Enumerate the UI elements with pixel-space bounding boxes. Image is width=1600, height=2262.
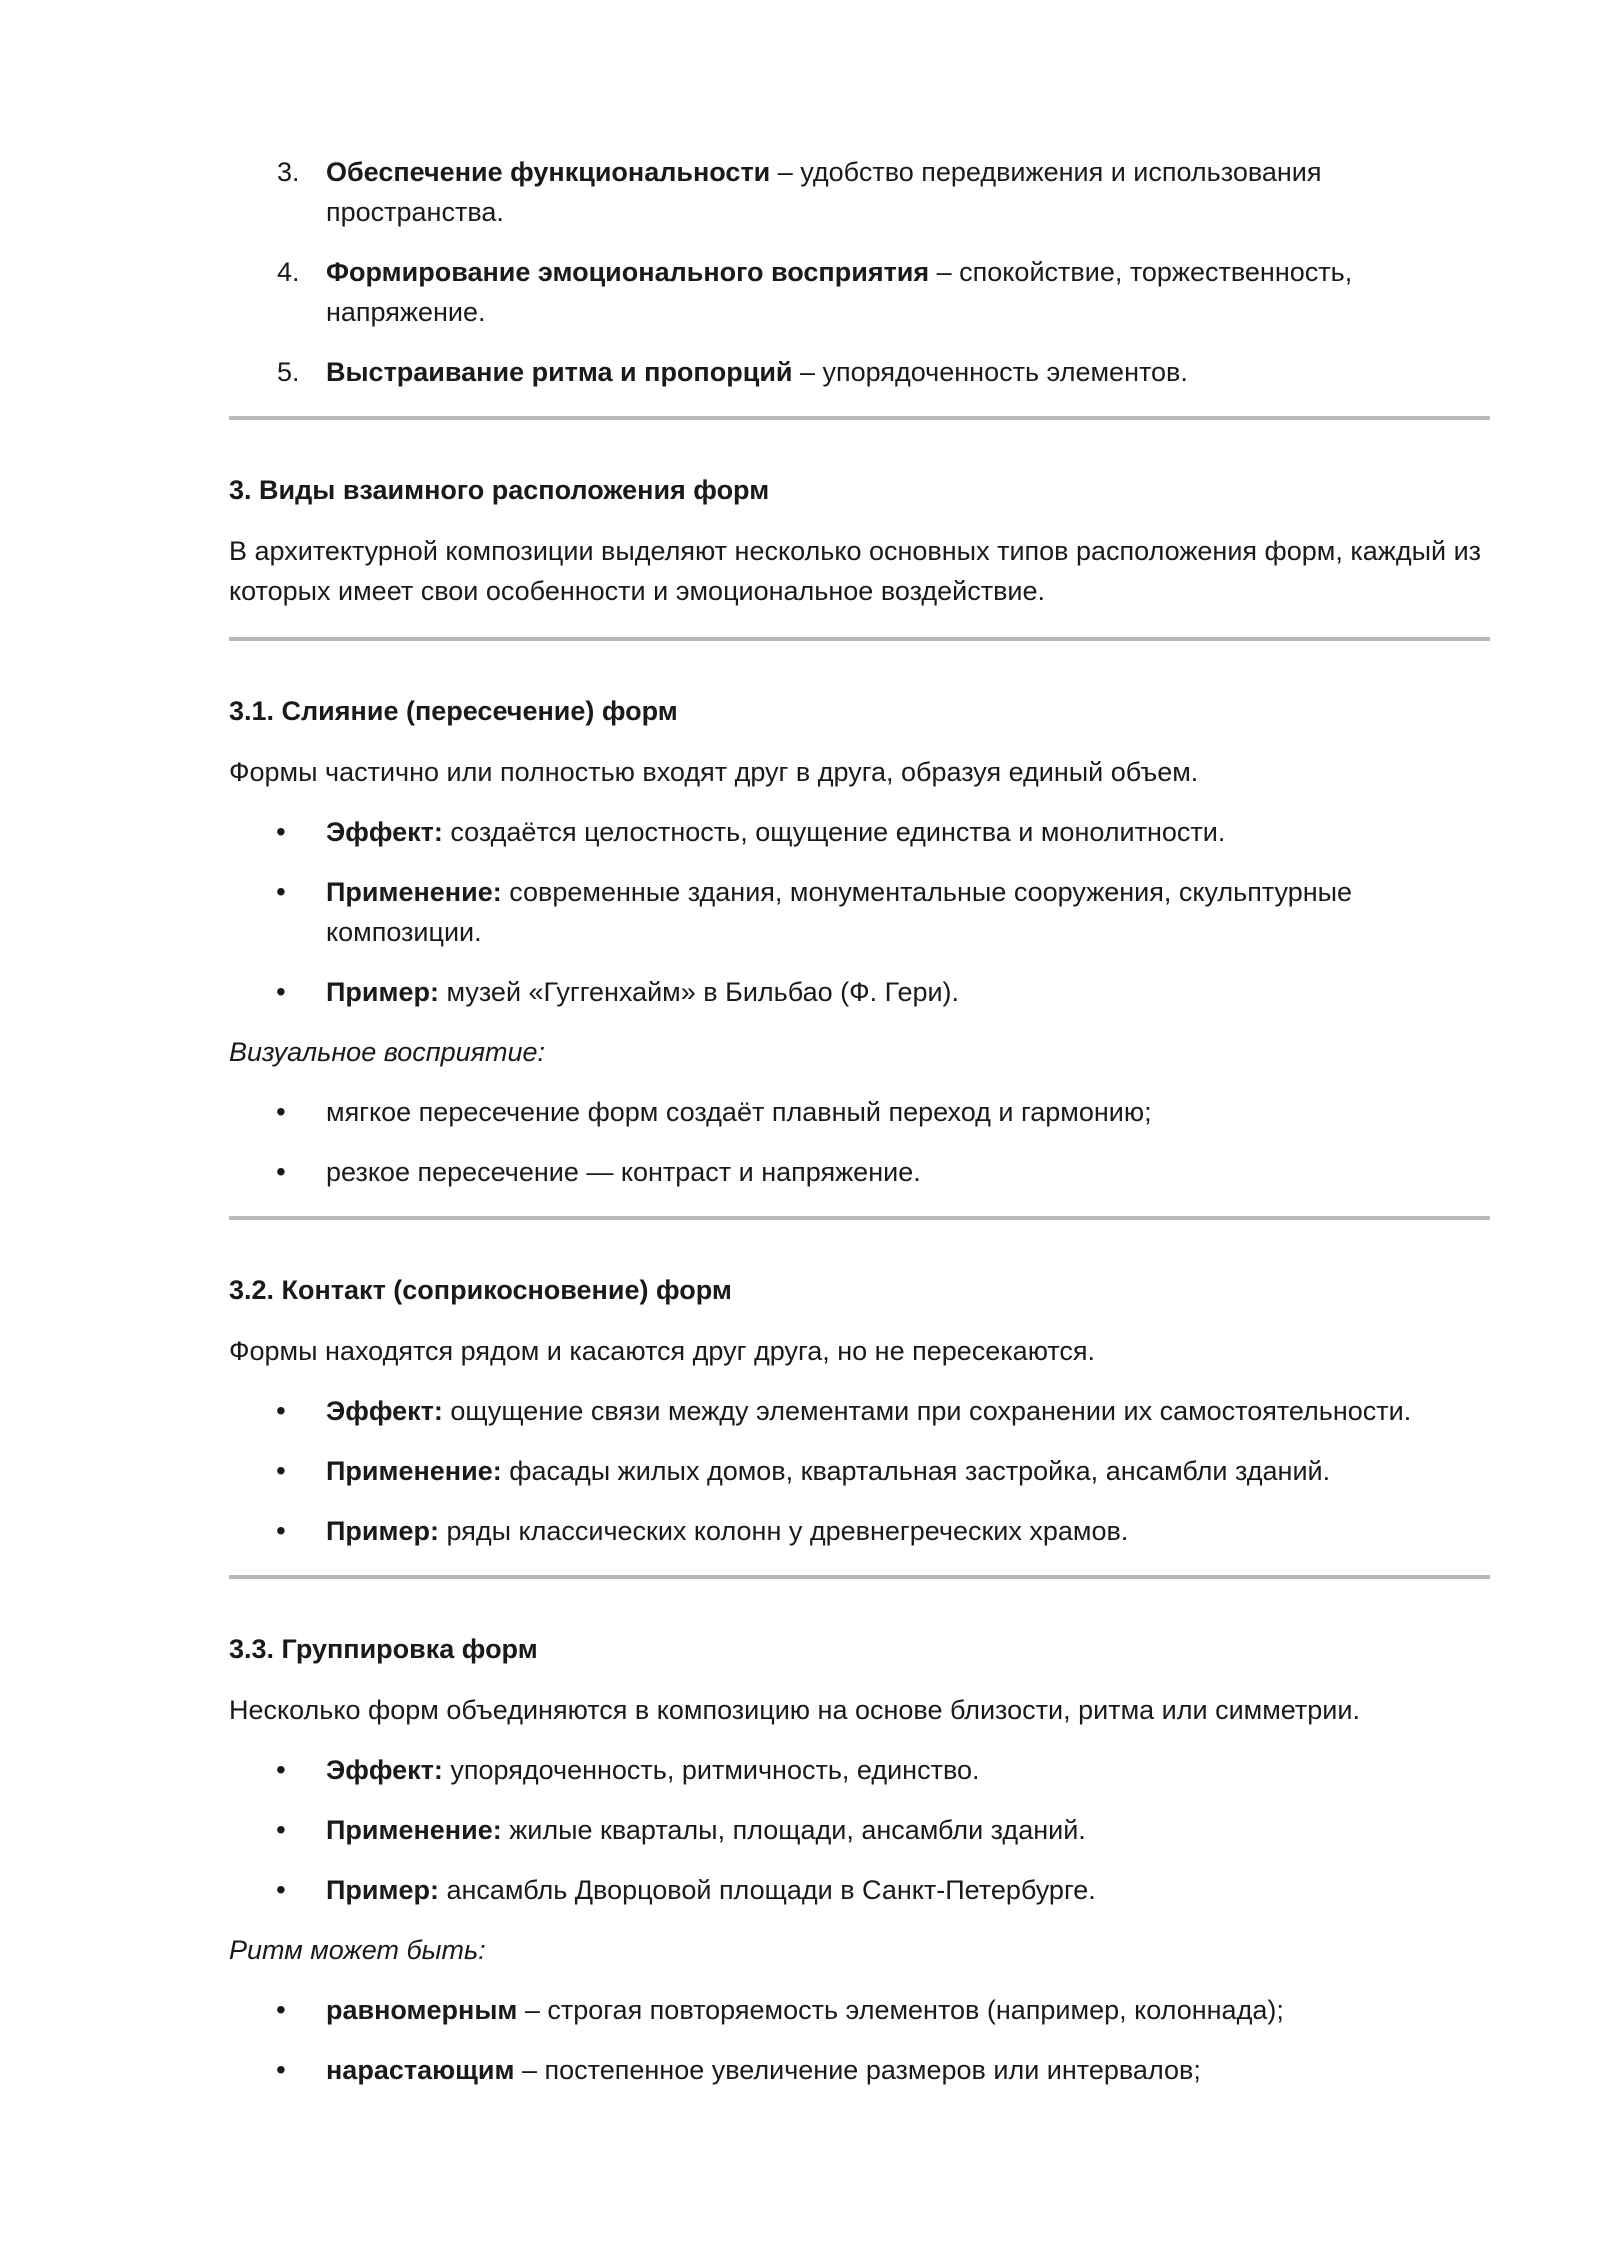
list-item [229, 1750, 1490, 1790]
list-item-bold: равномерным [326, 1995, 518, 2025]
list-item-bold: Эффект: [326, 817, 443, 847]
italic-caption: Ритм может быть: [229, 1935, 486, 1965]
list-item-text: – постепенное увеличение размеров или интервалов; [514, 2055, 1201, 2085]
section-heading: 3.1. Слияние (пересечение) форм [229, 696, 678, 726]
bullet-marker: • [276, 1754, 286, 1785]
list-item [229, 812, 1490, 852]
list-item [229, 1391, 1490, 1431]
list-item-bold: нарастающим [326, 2055, 515, 2085]
list-item-bold: Выстраивание ритма и пропорций [326, 357, 793, 387]
list-item-text: ощущение связи между элементами при сохранении их самостоятельности. [442, 1396, 1412, 1426]
list-item [229, 872, 1490, 952]
list-item [229, 1092, 1490, 1132]
list-item-text: – строгая повторяемость элементов (например, колоннада); [517, 1995, 1284, 2025]
section-heading: 3.3. Группировка форм [229, 1634, 538, 1664]
list-item-text: – удобство передвижения и использования пространства. [326, 157, 1322, 227]
list-number: 3. [277, 157, 300, 187]
list-item [229, 1152, 1490, 1192]
list-item-bold: Эффект: [326, 1755, 443, 1785]
list-item-bold: Пример: [326, 1875, 439, 1905]
section-heading: 3. Виды взаимного расположения форм [229, 475, 770, 505]
list-item [229, 252, 1490, 332]
paragraph: В архитектурной композиции выделяют несколько основных типов расположения форм, каждый из которых имеет свои особенности и эмоциональное воздействие. [229, 536, 1482, 606]
bullet-marker: • [276, 976, 286, 1007]
numbered-list [229, 152, 1490, 392]
list-item-text: упорядоченность, ритмичность, единство. [442, 1755, 980, 1785]
bullet-marker: • [276, 1874, 286, 1905]
bullet-list [229, 812, 1490, 1012]
list-item-text: – упорядоченность элементов. [792, 357, 1188, 387]
bullet-marker: • [276, 876, 286, 907]
horizontal-rule [229, 416, 1490, 420]
list-item-text: ансамбль Дворцовой площади в Санкт-Петербурге. [438, 1875, 1096, 1905]
paragraph: Формы находятся рядом и касаются друг друга, но не пересекаются. [229, 1336, 1096, 1366]
bullet-marker: • [276, 1455, 286, 1486]
list-item-text: создаётся целостность, ощущение единства и монолитности. [442, 817, 1226, 847]
list-item-text: музей «Гуггенхайм» в Бильбао (Ф. Гери). [438, 977, 960, 1007]
bullet-marker: • [276, 1994, 286, 2025]
list-item-bold: Применение: [326, 1456, 502, 1486]
list-item [229, 1990, 1490, 2030]
horizontal-rule [229, 637, 1490, 641]
list-item-bold: Обеспечение функциональности [326, 157, 771, 187]
list-item [229, 972, 1490, 1012]
list-item-bold: Пример: [326, 1516, 439, 1546]
bullet-marker: • [276, 1395, 286, 1426]
italic-caption: Визуальное восприятие: [229, 1037, 546, 1067]
bullet-list [229, 1391, 1490, 1551]
list-item-bold: Применение: [326, 1815, 502, 1845]
bullet-list [229, 1990, 1490, 2090]
paragraph: Формы частично или полностью входят друг в друга, образуя единый объем. [229, 757, 1199, 787]
list-number: 5. [277, 357, 300, 387]
list-item-text: жилые кварталы, площади, ансамбли зданий. [501, 1815, 1086, 1845]
list-item [229, 2050, 1490, 2090]
list-item-bold: Пример: [326, 977, 439, 1007]
bullet-marker: • [276, 1515, 286, 1546]
list-item-bold: Эффект: [326, 1396, 443, 1426]
horizontal-rule [229, 1575, 1490, 1579]
list-number: 4. [277, 257, 300, 287]
list-item [229, 1810, 1490, 1850]
list-item [229, 1511, 1490, 1551]
list-item-text: – спокойствие, торжественность, напряжение. [326, 257, 1353, 327]
list-item [229, 352, 1490, 392]
list-item-text: резкое пересечение — контраст и напряжение. [326, 1157, 921, 1187]
bullet-marker: • [276, 1156, 286, 1187]
list-item-text: фасады жилых домов, квартальная застройка, ансамбли зданий. [501, 1456, 1331, 1486]
bullet-marker: • [276, 1814, 286, 1845]
bullet-marker: • [276, 816, 286, 847]
list-item-bold: Формирование эмоционального восприятия [326, 257, 930, 287]
bullet-marker: • [276, 2054, 286, 2085]
list-item [229, 1870, 1490, 1910]
list-item [229, 152, 1490, 232]
section-heading: 3.2. Контакт (соприкосновение) форм [229, 1275, 732, 1305]
horizontal-rule [229, 1216, 1490, 1220]
list-item [229, 1451, 1490, 1491]
bullet-list [229, 1750, 1490, 1910]
bullet-list [229, 1092, 1490, 1192]
list-item-text: современные здания, монументальные сооружения, скульптурные композиции. [326, 877, 1353, 947]
paragraph: Несколько форм объединяются в композицию на основе близости, ритма или симметрии. [229, 1695, 1360, 1725]
list-item-bold: Применение: [326, 877, 502, 907]
bullet-marker: • [276, 1096, 286, 1127]
list-item-text: ряды классических колонн у древнегреческих храмов. [438, 1516, 1129, 1546]
list-item-text: мягкое пересечение форм создаёт плавный переход и гармонию; [326, 1097, 1152, 1127]
